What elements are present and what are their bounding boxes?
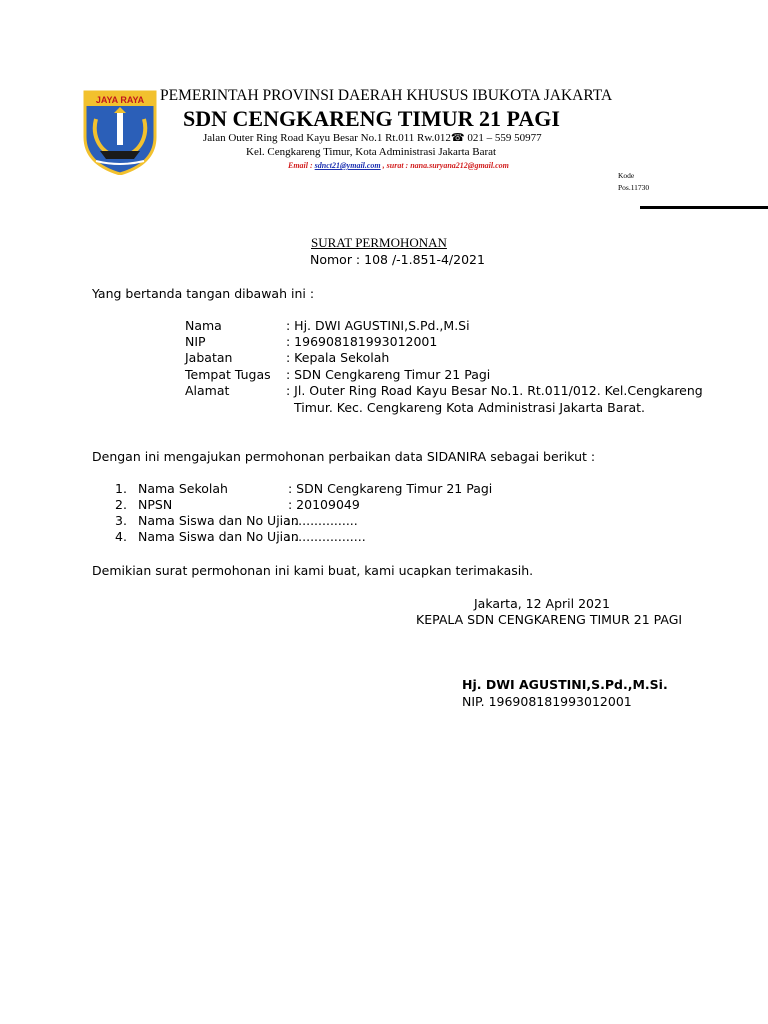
intro-text: Yang bertanda tangan dibawah ini : xyxy=(92,286,315,301)
phone-number: 021 – 559 50977 xyxy=(464,132,542,144)
identity-value-nama: : Hj. DWI AGUSTINI,S.Pd.,M.Si xyxy=(286,318,470,333)
letter-number: Nomor : 108 /-1.851-4/2021 xyxy=(310,252,485,267)
identity-label-tempat: Tempat Tugas xyxy=(185,367,271,382)
header-email xyxy=(288,161,509,170)
identity-alamat-cont: Timur. Kec. Cengkareng Kota Administrasi Jakarta Barat. xyxy=(294,400,646,415)
item-number: 1. xyxy=(115,481,127,496)
header-address xyxy=(203,131,542,144)
identity-value-jabatan: : Kepala Sekolah xyxy=(286,350,390,365)
item-label: Nama Siswa dan No Ujian xyxy=(138,529,299,544)
identity-label-nama: Nama xyxy=(185,318,222,333)
telephone-icon: ☎ xyxy=(450,132,465,144)
signer-title: KEPALA SDN CENGKARENG TIMUR 21 PAGI xyxy=(416,612,683,627)
item-value: : .................. xyxy=(286,529,366,544)
address-text: Jalan Outer Ring Road Kayu Besar No.1 Rt.011 Rw.012 xyxy=(203,132,451,144)
item-value: : ................ xyxy=(286,513,358,528)
item-number: 4. xyxy=(115,529,127,544)
identity-value-nip: : 196908181993012001 xyxy=(286,334,438,349)
kode-value: Pos.11730 xyxy=(618,183,650,192)
jakarta-logo xyxy=(82,89,158,175)
kode-pos xyxy=(618,170,649,194)
email-2: nana.suryana212@gmail.com xyxy=(410,161,509,170)
place-date: Jakarta, 12 April 2021 xyxy=(474,596,610,611)
header-government: PEMERINTAH PROVINSI DAERAH KHUSUS IBUKOTA JAKARTA xyxy=(160,87,613,104)
identity-label-nip: NIP xyxy=(185,334,206,349)
identity-label-alamat: Alamat xyxy=(185,383,230,398)
identity-value-alamat: : Jl. Outer Ring Road Kayu Besar No.1. Rt.011/012. Kel.Cengkareng xyxy=(286,383,703,398)
email-separator: , surat : xyxy=(380,161,411,170)
letter-title: SURAT PERMOHONAN xyxy=(311,235,447,250)
item-value: : SDN Cengkareng Timur 21 Pagi xyxy=(288,481,493,496)
signer-name: Hj. DWI AGUSTINI,S.Pd.,M.Si. xyxy=(462,677,668,692)
identity-label-jabatan: Jabatan xyxy=(185,350,233,365)
item-number: 3. xyxy=(115,513,127,528)
item-number: 2. xyxy=(115,497,127,512)
signer-nip: NIP. 196908181993012001 xyxy=(462,694,632,709)
request-text: Dengan ini mengajukan permohonan perbaikan data SIDANIRA sebagai berikut : xyxy=(92,449,596,464)
identity-value-tempat: : SDN Cengkareng Timur 21 Pagi xyxy=(286,367,491,382)
header-divider xyxy=(640,206,768,209)
email-label: Email : xyxy=(288,161,315,170)
header-school-name: SDN CENGKARENG TIMUR 21 PAGI xyxy=(183,106,560,131)
kode-label: Kode xyxy=(618,171,635,180)
email-link-1[interactable]: sdnct21@ymail.com xyxy=(314,161,381,170)
item-label: Nama Sekolah xyxy=(138,481,228,496)
header-district: Kel. Cengkareng Timur, Kota Administrasi Jakarta Barat xyxy=(246,146,497,158)
item-label: NPSN xyxy=(138,497,173,512)
item-value: : 20109049 xyxy=(288,497,360,512)
logo-text: JAYA RAYA xyxy=(95,95,145,105)
closing-text: Demikian surat permohonan ini kami buat, kami ucapkan terimakasih. xyxy=(92,563,534,578)
item-label: Nama Siswa dan No Ujian xyxy=(138,513,299,528)
